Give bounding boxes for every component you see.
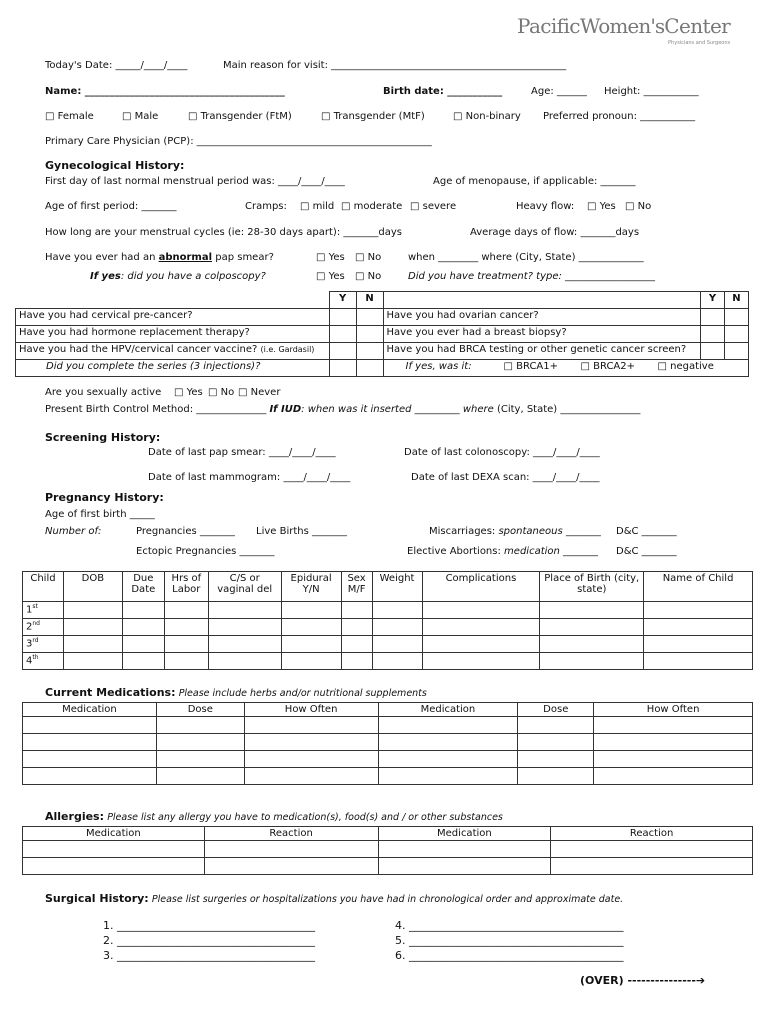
cell[interactable] bbox=[518, 751, 594, 768]
brca-ifyes-label: If yes, was it: bbox=[405, 361, 472, 372]
answer-no-cell[interactable] bbox=[724, 326, 748, 343]
medical-history-table bbox=[15, 291, 749, 377]
table-row bbox=[23, 734, 753, 751]
abnormal-pap-when-where-field[interactable]: when ________ where (City, State) _____________ bbox=[408, 252, 644, 263]
cell[interactable] bbox=[164, 653, 208, 670]
heavy-flow-no-checkbox[interactable]: □ No bbox=[625, 201, 652, 212]
cell[interactable] bbox=[23, 858, 205, 875]
col-complications: Complications bbox=[422, 572, 540, 602]
cell[interactable] bbox=[422, 636, 540, 653]
pregnancy-history-heading: Pregnancy History: bbox=[45, 491, 164, 504]
brca-negative-checkbox[interactable]: □ negative bbox=[657, 361, 714, 372]
cell[interactable] bbox=[422, 653, 540, 670]
col-dose: Dose bbox=[518, 703, 594, 717]
table-row bbox=[16, 360, 749, 377]
cell[interactable] bbox=[281, 636, 341, 653]
answer-yes-cell[interactable] bbox=[329, 309, 356, 326]
pap-text-pre: Have you ever had an bbox=[45, 252, 159, 263]
first-period-field[interactable]: Age of first period: _______ bbox=[45, 201, 177, 212]
table-row bbox=[16, 326, 749, 343]
surgery-line-4[interactable]: 4. _______________________________________ bbox=[395, 919, 624, 932]
pcp-field[interactable]: Primary Care Physician (PCP): _______________________________________________ bbox=[45, 136, 432, 147]
cell[interactable] bbox=[244, 717, 378, 734]
cell[interactable] bbox=[122, 636, 164, 653]
answer-yes-cell[interactable] bbox=[329, 326, 356, 343]
child-number bbox=[23, 636, 64, 653]
iud-inserted-field[interactable]: : when was it inserted _________ bbox=[301, 404, 460, 415]
iud-city-field[interactable]: (City, State) ________________ bbox=[496, 404, 641, 415]
iud-where-label: where bbox=[462, 404, 494, 415]
answer-yes-cell[interactable] bbox=[701, 343, 725, 360]
height-field[interactable]: Height: ___________ bbox=[604, 86, 699, 97]
cramps-severe-checkbox[interactable]: □ severe bbox=[410, 201, 457, 212]
cell[interactable] bbox=[644, 619, 753, 636]
elective-medication-count-field[interactable]: _______ bbox=[563, 546, 599, 557]
cell[interactable] bbox=[156, 717, 244, 734]
avg-flow-field[interactable]: Average days of flow: _______days bbox=[470, 227, 640, 238]
surgery-line-3[interactable]: 3. ____________________________________ bbox=[103, 949, 315, 962]
answer-no-cell[interactable] bbox=[356, 326, 383, 343]
colpo-ifyes: If yes bbox=[90, 271, 121, 282]
table-row bbox=[23, 653, 753, 670]
cell[interactable] bbox=[122, 653, 164, 670]
hpv-text: Have you had the HPV/cervical cancer vaccine? bbox=[19, 344, 258, 355]
cell[interactable] bbox=[164, 636, 208, 653]
cell[interactable] bbox=[63, 653, 122, 670]
col-how-often: How Often bbox=[594, 703, 753, 717]
colposcopy-question bbox=[90, 271, 266, 282]
ovarian-cancer-question: Have you had ovarian cancer? bbox=[383, 309, 700, 326]
cell[interactable] bbox=[594, 768, 753, 785]
miscarriages-label: Miscarriages: bbox=[429, 526, 496, 537]
heavy-flow-yes-checkbox[interactable]: □ Yes bbox=[587, 201, 616, 212]
logo-text-center: Center bbox=[664, 14, 731, 38]
cell[interactable] bbox=[378, 717, 518, 734]
brca-testing-question: Have you had BRCA testing or other genetic cancer screen? bbox=[383, 343, 700, 360]
medication-label: medication bbox=[504, 546, 560, 557]
answer-yes-cell[interactable] bbox=[329, 360, 356, 377]
answer-yes-cell[interactable] bbox=[701, 326, 725, 343]
child-num: 1 bbox=[26, 604, 33, 616]
cell[interactable] bbox=[23, 751, 157, 768]
cell[interactable] bbox=[518, 734, 594, 751]
allergies-table-header bbox=[23, 827, 753, 841]
last-dexa-date-field[interactable]: Date of last DEXA scan: ____/____/____ bbox=[411, 472, 600, 483]
cervical-precancer-question: Have you had cervical pre-cancer? bbox=[16, 309, 330, 326]
cell[interactable] bbox=[594, 717, 753, 734]
cell[interactable] bbox=[122, 619, 164, 636]
answer-no-cell[interactable] bbox=[356, 360, 383, 377]
child-ordinal: rd bbox=[32, 637, 39, 644]
spontaneous-label: spontaneous bbox=[498, 526, 563, 537]
cell[interactable] bbox=[378, 858, 551, 875]
miscarriage-dc-field[interactable]: D&C _______ bbox=[616, 526, 677, 537]
allergies-heading-line bbox=[45, 810, 503, 823]
answer-no-cell[interactable] bbox=[724, 309, 748, 326]
colposcopy-no-checkbox[interactable]: □ No bbox=[355, 271, 382, 282]
answer-yes-cell[interactable] bbox=[701, 309, 725, 326]
hrt-question: Have you had hormone replacement therapy? bbox=[16, 326, 330, 343]
cell[interactable] bbox=[23, 717, 157, 734]
cramps-mild-checkbox[interactable]: □ mild bbox=[300, 201, 335, 212]
hpv-vaccine-question bbox=[16, 343, 330, 360]
medications-heading-line bbox=[45, 686, 427, 699]
cell[interactable] bbox=[164, 619, 208, 636]
table-row bbox=[16, 343, 749, 360]
first-birth-age-field[interactable]: Age of first birth _____ bbox=[45, 509, 155, 520]
table-row bbox=[23, 636, 753, 653]
col-sex: Sex M/F bbox=[341, 572, 372, 602]
sexually-active-label: Are you sexually active bbox=[45, 387, 162, 398]
child-number bbox=[23, 653, 64, 670]
medications-heading: Current Medications: bbox=[45, 686, 176, 699]
child-ordinal: nd bbox=[32, 620, 40, 627]
cell[interactable] bbox=[341, 602, 372, 619]
col-name-of-child: Name of Child bbox=[644, 572, 753, 602]
col-dose: Dose bbox=[156, 703, 244, 717]
col-weight: Weight bbox=[372, 572, 422, 602]
cell[interactable] bbox=[281, 653, 341, 670]
cell[interactable] bbox=[208, 619, 281, 636]
live-births-count-field[interactable]: Live Births _______ bbox=[256, 526, 347, 537]
surgery-line-5[interactable]: 5. _______________________________________ bbox=[395, 934, 624, 947]
medications-table bbox=[22, 702, 753, 785]
empty-cell bbox=[16, 292, 330, 309]
cell[interactable] bbox=[341, 636, 372, 653]
screening-history-heading: Screening History: bbox=[45, 431, 161, 444]
cell[interactable] bbox=[378, 751, 518, 768]
number-of-label: Number of: bbox=[45, 526, 102, 537]
child-num: 3 bbox=[26, 638, 33, 650]
pap-text-abnormal: abnormal bbox=[158, 252, 213, 263]
cell[interactable] bbox=[23, 734, 157, 751]
cramps-moderate-checkbox[interactable]: □ moderate bbox=[341, 201, 403, 212]
ectopic-count-field[interactable]: Ectopic Pregnancies _______ bbox=[136, 546, 275, 557]
allergies-note: Please list any allergy you have to medication(s), food(s) and / or other substances bbox=[107, 812, 503, 823]
no-column-header: N bbox=[356, 292, 383, 309]
child-num: 4 bbox=[26, 655, 33, 667]
surgical-note: Please list surgeries or hospitalizations you have had in chronological order and approximate date. bbox=[151, 894, 624, 905]
visit-reason-field[interactable]: Main reason for visit: _______________________________________________ bbox=[223, 60, 567, 71]
cell[interactable] bbox=[208, 636, 281, 653]
answer-no-cell[interactable] bbox=[356, 343, 383, 360]
cell[interactable] bbox=[23, 841, 205, 858]
surgical-heading: Surgical History: bbox=[45, 892, 149, 905]
answer-no-cell[interactable] bbox=[724, 343, 748, 360]
cell[interactable] bbox=[204, 841, 378, 858]
vaccine-series-question: Did you complete the series (3 injections)? bbox=[16, 360, 330, 377]
cell[interactable] bbox=[372, 636, 422, 653]
logo-text-womens: Women's bbox=[579, 14, 665, 38]
name-field[interactable]: Name: ________________________________________ bbox=[45, 86, 285, 97]
logo-text-pacific: Pacific bbox=[517, 14, 580, 38]
cell[interactable] bbox=[644, 653, 753, 670]
cell[interactable] bbox=[63, 602, 122, 619]
over-indicator: (OVER) ---------------➔ bbox=[580, 974, 706, 987]
cell[interactable] bbox=[372, 653, 422, 670]
answer-yes-cell[interactable] bbox=[329, 343, 356, 360]
gyn-history-heading: Gynecological History: bbox=[45, 159, 185, 172]
table-row bbox=[23, 619, 753, 636]
brca1-checkbox[interactable]: □ BRCA1+ bbox=[503, 361, 559, 372]
col-hrs-labor: Hrs of Labor bbox=[164, 572, 208, 602]
elective-abortions-line bbox=[407, 546, 598, 557]
breast-biopsy-question: Have you ever had a breast biopsy? bbox=[383, 326, 700, 343]
cell[interactable] bbox=[644, 636, 753, 653]
elective-dc-field[interactable]: D&C _______ bbox=[616, 546, 677, 557]
allergies-table bbox=[22, 826, 753, 875]
cell[interactable] bbox=[63, 619, 122, 636]
lmp-field[interactable]: First day of last normal menstrual period was: ____/____/____ bbox=[45, 176, 345, 187]
col-due-date: Due Date bbox=[122, 572, 164, 602]
cell[interactable] bbox=[156, 734, 244, 751]
surgery-line-2[interactable]: 2. ____________________________________ bbox=[103, 934, 315, 947]
col-reaction: Reaction bbox=[551, 827, 753, 841]
birth-date-field[interactable]: Birth date: ___________ bbox=[383, 86, 503, 97]
cell[interactable] bbox=[540, 636, 644, 653]
medications-table-header bbox=[23, 703, 753, 717]
col-dob: DOB bbox=[63, 572, 122, 602]
child-number bbox=[23, 619, 64, 636]
cell[interactable] bbox=[23, 768, 157, 785]
logo-tagline: Physicians and Surgeons bbox=[668, 40, 731, 46]
child-ordinal: th bbox=[32, 654, 39, 661]
elective-label: Elective Abortions: bbox=[407, 546, 501, 557]
allergies-heading: Allergies: bbox=[45, 810, 104, 823]
pregnancies-count-field[interactable]: Pregnancies _______ bbox=[136, 526, 235, 537]
cell[interactable] bbox=[378, 768, 518, 785]
child-number bbox=[23, 602, 64, 619]
surgical-heading-line bbox=[45, 892, 623, 905]
cycle-length-field[interactable]: How long are your menstrual cycles (ie: 28-30 days apart): _______days bbox=[45, 227, 402, 238]
child-num: 2 bbox=[26, 621, 33, 633]
gender-nonbinary-checkbox[interactable]: □ Non-binary bbox=[453, 111, 521, 122]
cell[interactable] bbox=[244, 751, 378, 768]
cell[interactable] bbox=[540, 653, 644, 670]
colpo-text: : did you have a colposcopy? bbox=[120, 271, 266, 282]
cell[interactable] bbox=[644, 602, 753, 619]
abnormal-pap-yes-checkbox[interactable]: □ Yes bbox=[316, 252, 345, 263]
cell[interactable] bbox=[204, 858, 378, 875]
table-row bbox=[23, 841, 753, 858]
cell[interactable] bbox=[281, 619, 341, 636]
cell[interactable] bbox=[341, 619, 372, 636]
sexually-active-never-checkbox[interactable]: □ Never bbox=[238, 387, 281, 398]
col-medication: Medication bbox=[378, 827, 551, 841]
col-delivery-type: C/S or vaginal del bbox=[208, 572, 281, 602]
history-header-row bbox=[16, 292, 749, 309]
table-row bbox=[16, 309, 749, 326]
brca-result-cell bbox=[383, 360, 748, 377]
cell[interactable] bbox=[208, 653, 281, 670]
table-row bbox=[23, 768, 753, 785]
col-medication: Medication bbox=[378, 703, 518, 717]
pregnancy-table bbox=[22, 571, 753, 670]
birth-control-line bbox=[45, 404, 640, 415]
cell[interactable] bbox=[551, 858, 753, 875]
pregnancy-table-header bbox=[23, 572, 753, 602]
gender-trans-ftm-checkbox[interactable]: □ Transgender (FtM) bbox=[188, 111, 292, 122]
no-column-header: N bbox=[724, 292, 748, 309]
pap-text-post: pap smear? bbox=[212, 252, 274, 263]
col-how-often: How Often bbox=[244, 703, 378, 717]
abnormal-pap-question bbox=[45, 252, 274, 263]
cell[interactable] bbox=[540, 602, 644, 619]
col-medication: Medication bbox=[23, 703, 157, 717]
gender-male-checkbox[interactable]: □ Male bbox=[122, 111, 159, 122]
surgery-line-6[interactable]: 6. _______________________________________ bbox=[395, 949, 624, 962]
sexually-active-yes-checkbox[interactable]: □ Yes bbox=[174, 387, 203, 398]
cell[interactable] bbox=[594, 734, 753, 751]
clinic-logo bbox=[517, 14, 731, 46]
birth-control-field[interactable]: Present Birth Control Method: ______________ bbox=[45, 404, 267, 415]
abnormal-pap-no-checkbox[interactable]: □ No bbox=[355, 252, 382, 263]
col-epidural: Epidural Y/N bbox=[281, 572, 341, 602]
cell[interactable] bbox=[378, 841, 551, 858]
menopause-age-field[interactable]: Age of menopause, if applicable: _______ bbox=[433, 176, 636, 187]
preferred-pronoun-field[interactable]: Preferred pronoun: ___________ bbox=[543, 111, 696, 122]
cell[interactable] bbox=[540, 619, 644, 636]
cell[interactable] bbox=[281, 602, 341, 619]
cell[interactable] bbox=[122, 602, 164, 619]
table-row bbox=[23, 717, 753, 734]
cell[interactable] bbox=[594, 751, 753, 768]
table-row bbox=[23, 751, 753, 768]
medications-note: Please include herbs and/or nutritional supplements bbox=[178, 688, 427, 699]
col-medication: Medication bbox=[23, 827, 205, 841]
col-child: Child bbox=[23, 572, 64, 602]
cell[interactable] bbox=[341, 653, 372, 670]
cell[interactable] bbox=[378, 734, 518, 751]
cell[interactable] bbox=[518, 717, 594, 734]
cell[interactable] bbox=[372, 619, 422, 636]
empty-cell bbox=[383, 292, 700, 309]
gender-trans-mtf-checkbox[interactable]: □ Transgender (MtF) bbox=[321, 111, 425, 122]
last-colonoscopy-date-field[interactable]: Date of last colonoscopy: ____/____/____ bbox=[404, 447, 600, 458]
cell[interactable] bbox=[156, 768, 244, 785]
iud-label: If IUD bbox=[269, 404, 302, 415]
cell[interactable] bbox=[244, 734, 378, 751]
heavy-flow-label: Heavy flow: bbox=[516, 201, 575, 212]
col-place-of-birth: Place of Birth (city, state) bbox=[540, 572, 644, 602]
surgery-line-1[interactable]: 1. ____________________________________ bbox=[103, 919, 315, 932]
gender-female-checkbox[interactable]: □ Female bbox=[45, 111, 94, 122]
answer-no-cell[interactable] bbox=[356, 309, 383, 326]
gardasil-note: (i.e. Gardasil) bbox=[260, 345, 315, 354]
cell[interactable] bbox=[156, 751, 244, 768]
cell[interactable] bbox=[422, 602, 540, 619]
cell[interactable] bbox=[164, 602, 208, 619]
col-reaction: Reaction bbox=[204, 827, 378, 841]
cell[interactable] bbox=[208, 602, 281, 619]
miscarriages-line bbox=[429, 526, 601, 537]
brca2-checkbox[interactable]: □ BRCA2+ bbox=[580, 361, 636, 372]
age-field[interactable]: Age: ______ bbox=[531, 86, 587, 97]
cell[interactable] bbox=[63, 636, 122, 653]
yes-column-header: Y bbox=[701, 292, 725, 309]
yes-column-header: Y bbox=[329, 292, 356, 309]
last-mammogram-date-field[interactable]: Date of last mammogram: ____/____/____ bbox=[148, 472, 351, 483]
cramps-label: Cramps: bbox=[245, 201, 287, 212]
cell[interactable] bbox=[372, 602, 422, 619]
last-pap-date-field[interactable]: Date of last pap smear: ____/____/____ bbox=[148, 447, 336, 458]
sexually-active-no-checkbox[interactable]: □ No bbox=[208, 387, 235, 398]
todays-date-field[interactable]: Today's Date: _____/____/____ bbox=[45, 60, 188, 71]
colposcopy-yes-checkbox[interactable]: □ Yes bbox=[316, 271, 345, 282]
colposcopy-treatment-field[interactable]: Did you have treatment? type: __________________ bbox=[408, 271, 656, 282]
cell[interactable] bbox=[244, 768, 378, 785]
cell[interactable] bbox=[422, 619, 540, 636]
table-row bbox=[23, 858, 753, 875]
child-ordinal: st bbox=[32, 603, 38, 610]
table-row bbox=[23, 602, 753, 619]
cell[interactable] bbox=[518, 768, 594, 785]
cell[interactable] bbox=[551, 841, 753, 858]
spontaneous-count-field[interactable]: _______ bbox=[565, 526, 601, 537]
